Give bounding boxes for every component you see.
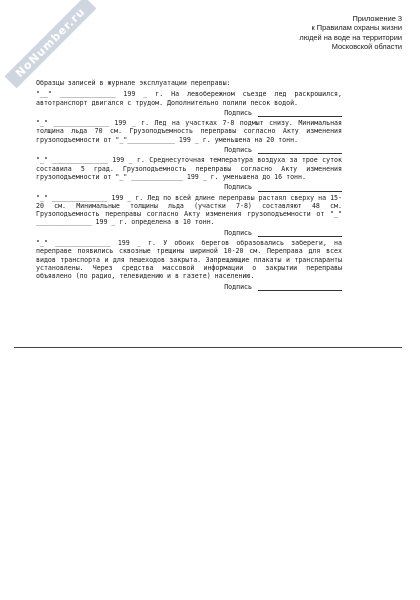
signature-label: Подпись bbox=[224, 108, 252, 117]
appendix-header bbox=[202, 14, 402, 52]
appendix-line: людей на воде на территории bbox=[299, 32, 402, 42]
signature-line bbox=[258, 229, 342, 237]
signature-row bbox=[36, 229, 342, 237]
document-body bbox=[36, 79, 342, 293]
journal-entry-2 bbox=[36, 119, 342, 154]
journal-entry-3 bbox=[36, 156, 342, 191]
signature-row bbox=[36, 283, 342, 291]
signature-label: Подпись bbox=[224, 282, 252, 291]
intro-text: Образцы записей в журнале эксплуатации переправы: bbox=[36, 79, 231, 87]
appendix-line: Московской области bbox=[331, 42, 402, 52]
page-divider bbox=[14, 347, 402, 348]
entry-text: "_" ______________ 199 _ г. Среднесуточная температура воздуха за трое суток составила 5 град. Грузоподъемность переправы согласно Акту изменения грузоподъемности от "_" _____________ 199 _ г. уменьшена до 16 тонн. bbox=[36, 156, 342, 181]
entry-text: "_" ______________ 199 _ г. У обоих берегов образовались забереги, на переправе появились сквозные трещины шириной 10-20 см. Переправа для всех видов транспорта и для пешеходов закрыта. Запрещающие плакаты и транспаранты установлены. Через средства массовой информации о закрытии переправы объявлено (по радио, телевидению и в газете) населению. bbox=[36, 239, 342, 281]
appendix-line: к Правилам охраны жизни bbox=[311, 23, 402, 33]
journal-entry-5 bbox=[36, 239, 342, 291]
journal-entry-1 bbox=[36, 90, 342, 117]
signature-row bbox=[36, 109, 342, 117]
journal-entry-4 bbox=[36, 194, 342, 237]
entry-text: "_" ______________ 199 _ г. Лед по всей длине переправы растаял сверху на 15-20 см. Минимальные толщины льда (участки 7-8) составляют 48 см. Грузоподъемность переправы согласно Акту изменения грузоподъемности от "_" ______________ 199 _ г. определена в 10 тонн. bbox=[36, 193, 342, 227]
signature-row bbox=[36, 183, 342, 191]
appendix-line: Приложение 3 bbox=[352, 14, 402, 23]
watermark-logo: NoNumber.ru bbox=[5, 0, 97, 88]
signature-row bbox=[36, 146, 342, 154]
signature-line bbox=[258, 109, 342, 117]
entry-text: "__" ______________ 199 _ г. На левобережном съезде лед раскрошился, автотранспорт двигался с трудом. Дополнительно полили песок водой. bbox=[36, 90, 342, 107]
signature-label: Подпись bbox=[224, 183, 252, 192]
signature-label: Подпись bbox=[224, 146, 252, 155]
signature-label: Подпись bbox=[224, 228, 252, 237]
entry-text: "_" ______________ 199 _ г. Лед на участках 7-8 подмыт снизу. Минимальная толщина льда 70 см. Грузоподъемность переправы согласно Акту изменения грузоподъемности от "_"____________ 199 _ г. уменьшена на 20 тонн. bbox=[36, 119, 342, 144]
signature-line bbox=[258, 146, 342, 154]
signature-line bbox=[258, 283, 342, 291]
signature-line bbox=[258, 184, 342, 192]
